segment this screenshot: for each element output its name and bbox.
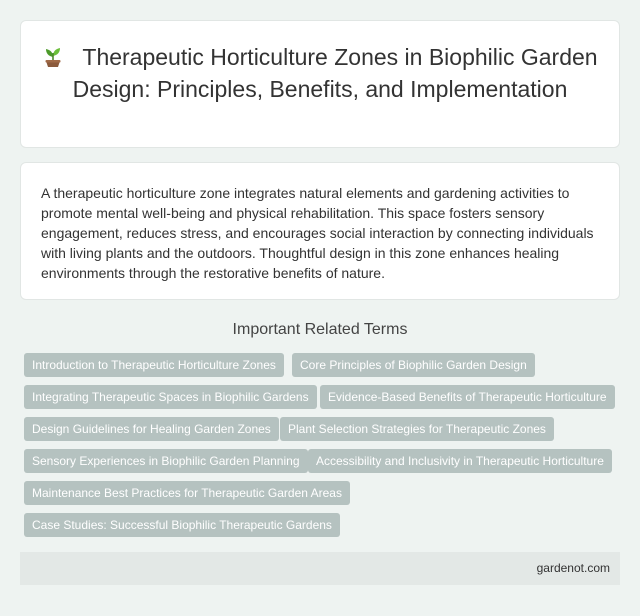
related-term-tag[interactable]: Sensory Experiences in Biophilic Garden Planning — [24, 449, 308, 473]
related-term-tag[interactable]: Maintenance Best Practices for Therapeutic Garden Areas — [24, 481, 350, 505]
intro-card — [20, 162, 620, 300]
related-term-tag[interactable]: Plant Selection Strategies for Therapeutic Zones — [280, 417, 554, 441]
page-title — [41, 43, 599, 104]
page-title-text: Therapeutic Horticulture Zones in Biophilic Garden Design: Principles, Benefits, and Implementation — [72, 44, 598, 102]
related-term-tag[interactable]: Evidence-Based Benefits of Therapeutic Horticulture — [320, 385, 615, 409]
related-term-tag[interactable]: Integrating Therapeutic Spaces in Biophilic Gardens — [24, 385, 317, 409]
footer-site-link[interactable]: gardenot.com — [536, 561, 610, 575]
related-term-tag[interactable]: Introduction to Therapeutic Horticulture Zones — [24, 353, 284, 377]
related-term-tag[interactable]: Design Guidelines for Healing Garden Zones — [24, 417, 279, 441]
title-card — [20, 20, 620, 148]
related-term-tag[interactable]: Case Studies: Successful Biophilic Therapeutic Gardens — [24, 513, 340, 537]
sprout-icon — [42, 44, 64, 75]
related-term-tag[interactable]: Accessibility and Inclusivity in Therapeutic Horticulture — [308, 449, 612, 473]
intro-paragraph: A therapeutic horticulture zone integrates natural elements and gardening activities to promote mental well-being and physical rehabilitation. This space fosters sensory engagement, reduces stress, and encourages social interaction by connecting individuals with living plants and the outdoors. Thoughtful design in this zone enhances healing environments through the restorative benefits of nature. — [41, 185, 594, 281]
related-terms-heading: Important Related Terms — [232, 321, 408, 338]
related-term-tag[interactable]: Core Principles of Biophilic Garden Design — [292, 353, 535, 377]
footer-bar — [20, 552, 620, 585]
